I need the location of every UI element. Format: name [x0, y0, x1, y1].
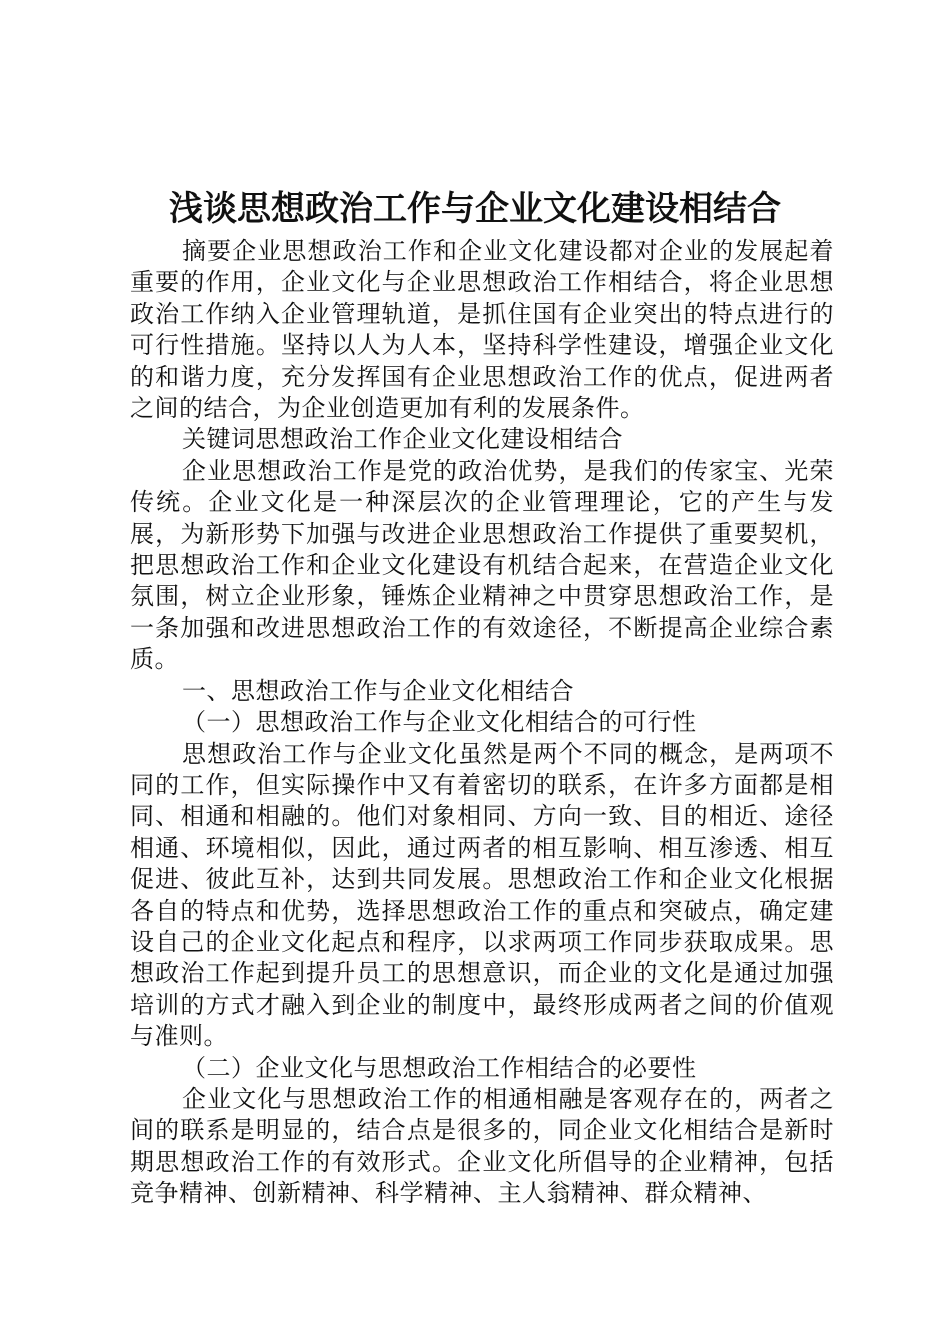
keywords-paragraph: 关键词思想政治工作企业文化建设相结合	[182, 425, 623, 454]
document-body	[130, 236, 834, 1210]
abstract-paragraph: 摘要企业思想政治工作和企业文化建设都对企业的发展起着重要的作用，企业文化与企业思想政治工作相结合，将企业思想政治工作纳入企业管理轨道，是抓住国有企业突出的特点进行的可行性措施。坚持以人为人本，坚持科学性建设，增强企业文化的和谐力度，充分发挥国有企业思想政治工作的优点，促进两者之间的结合，为企业创造更加有利的发展条件。	[130, 237, 834, 423]
document-title: 浅谈思想政治工作与企业文化建设相结合	[169, 189, 781, 229]
intro-paragraph: 企业思想政治工作是党的政治优势，是我们的传家宝、光荣传统。企业文化是一种深层次的企业管理理论，它的产生与发展，为新形势下加强与改进企业思想政治工作提供了重要契机，把思想政治工作和企业文化建设有机结合起来，在营造企业文化氛围，树立企业形象，锤炼企业精神之中贯穿思想政治工作，是一条加强和改进思想政治工作的有效途径，不断提高企业综合素质。	[130, 456, 834, 674]
subsection-heading-2: （二）企业文化与思想政治工作相结合的必要性	[182, 1053, 697, 1082]
subsection-heading-1: （一）思想政治工作与企业文化相结合的可行性	[182, 708, 697, 737]
body-paragraph-2: 企业文化与思想政治工作的相通相融是客观存在的，两者之间的联系是明显的，结合点是很多的，同企业文化相结合是新时期思想政治工作的有效形式。企业文化所倡导的企业精神，包括竞争精神、创新精神、科学精神、主人翁精神、群众精神、	[130, 1084, 834, 1208]
section-heading-1: 一、思想政治工作与企业文化相结合	[182, 676, 574, 705]
body-paragraph-1: 思想政治工作与企业文化虽然是两个不同的概念，是两项不同的工作，但实际操作中又有着密切的联系，在许多方面都是相同、相通和相融的。他们对象相同、方向一致、目的相近、途径相通、环境相似，因此，通过两者的相互影响、相互渗透、相互促进、彼此互补，达到共同发展。思想政治工作和企业文化根据各自的特点和优势，选择思想政治工作的重点和突破点，确定建设自己的企业文化起点和程序，以求两项工作同步获取成果。思想政治工作起到提升员工的思想意识，而企业的文化是通过加强培训的方式才融入到企业的制度中，最终形成两者之间的价值观与准则。	[130, 739, 834, 1051]
